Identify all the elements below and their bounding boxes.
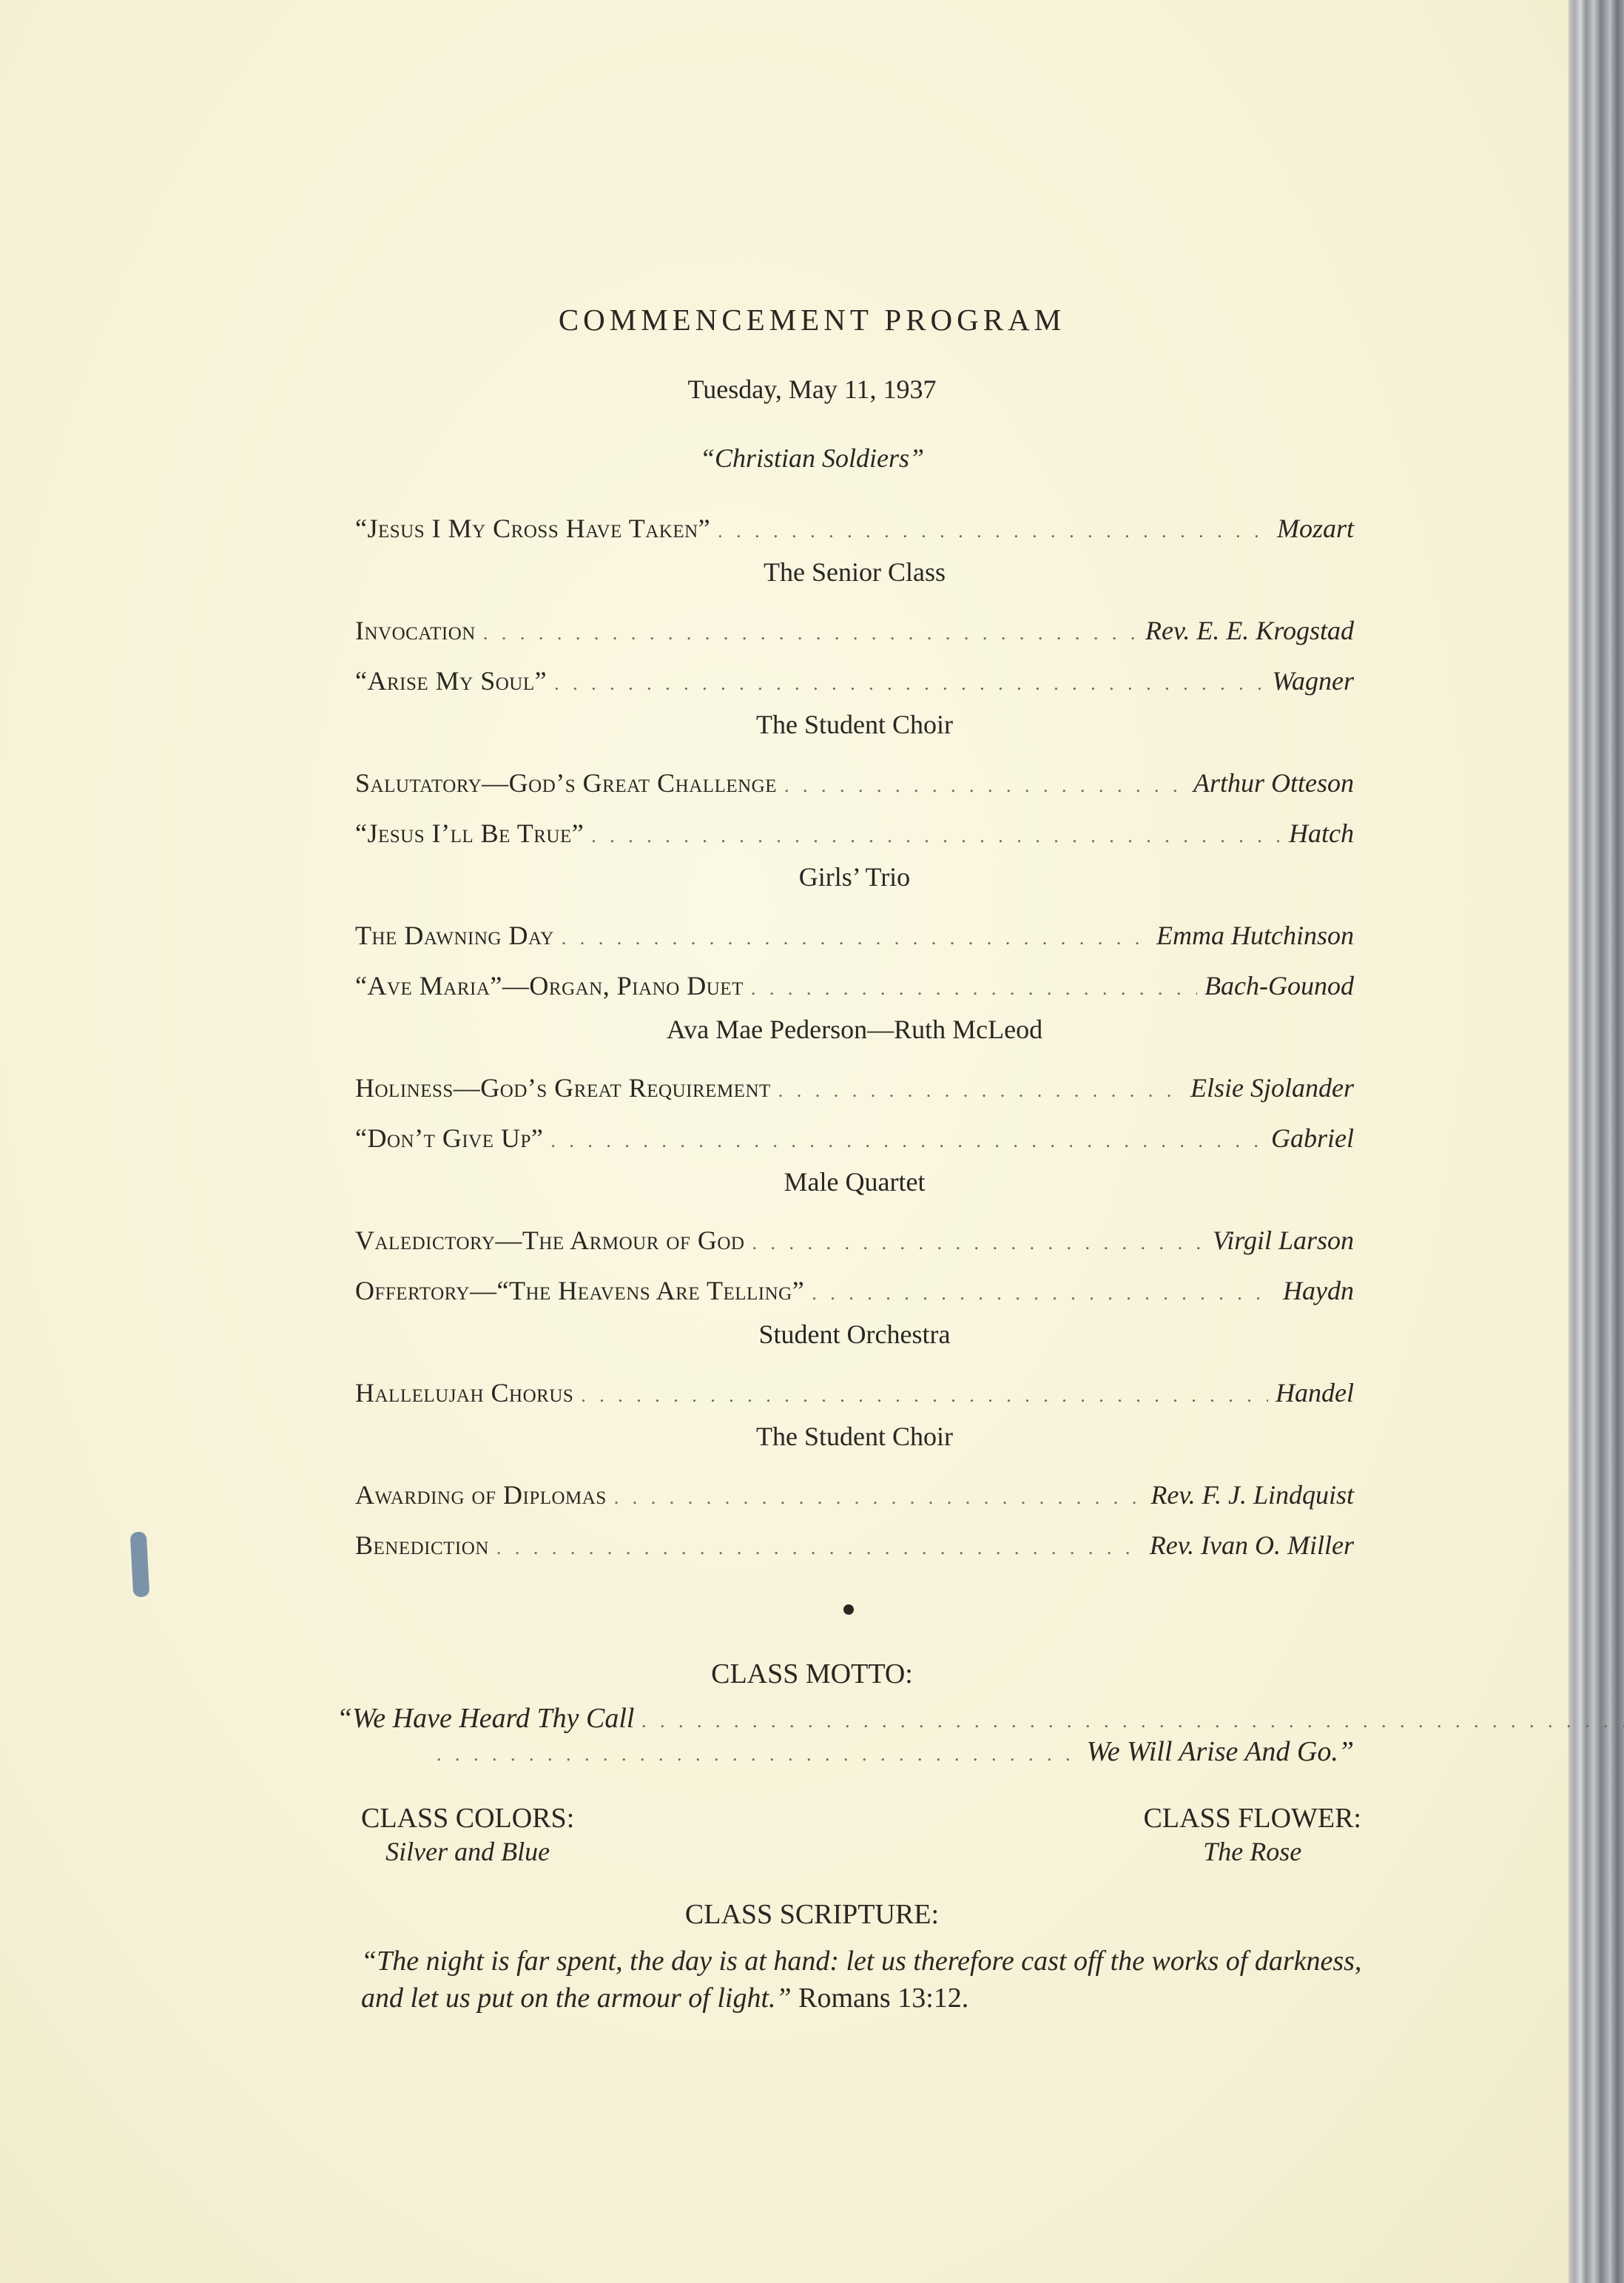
- blue-mark: [130, 1531, 150, 1597]
- program-subtitle: The Student Choir: [756, 1422, 953, 1451]
- program-performer: Emma Hutchinson: [1156, 921, 1354, 950]
- colors-heading: CLASS COLORS:: [361, 1803, 575, 1834]
- program-subtitle: Student Orchestra: [758, 1319, 951, 1349]
- dot-leader: [812, 1268, 1276, 1319]
- dot-leader: [614, 1473, 1144, 1523]
- program-date: Tuesday, May 11, 1937: [687, 374, 937, 404]
- program-performer: Wagner: [1272, 666, 1354, 696]
- dot-leader: [752, 1218, 1205, 1268]
- scripture-quote: “The night is far spent, the day is at hand: let us therefore cast off the works of darkness, and let us put on the armour of light.”: [361, 1946, 1362, 2014]
- dot-leader: [554, 659, 1264, 709]
- program-row: [355, 503, 1354, 554]
- binding-edge: [1569, 0, 1624, 2283]
- program-performer: Bach-Gounod: [1204, 971, 1354, 1001]
- flower-heading: CLASS FLOWER:: [1143, 1803, 1361, 1834]
- program-subtitle: The Student Choir: [756, 710, 953, 739]
- program-performer: Hatch: [1289, 818, 1354, 848]
- opening-hymn: “Christian Soldiers”: [699, 443, 925, 473]
- motto-heading: CLASS MOTTO:: [711, 1658, 913, 1689]
- program-row: [355, 1215, 1354, 1265]
- program-performer: Handel: [1276, 1378, 1354, 1408]
- program-row: [355, 808, 1354, 858]
- motto-text-2: We Will Arise And Go.”: [1086, 1736, 1354, 1767]
- program-row: [355, 1113, 1354, 1163]
- program-item: “Jesus I My Cross Have Taken”: [355, 514, 711, 543]
- program-item: Invocation: [355, 616, 476, 645]
- program-row: [355, 758, 1354, 808]
- program-row: [355, 961, 1354, 1011]
- program-item: Valedictory—The Armour of God: [355, 1225, 745, 1255]
- program-subtitle: Ava Mae Pederson—Ruth McLeod: [666, 1015, 1043, 1044]
- scripture-text: [361, 1943, 1367, 2017]
- program-subtitle: The Senior Class: [764, 557, 946, 587]
- page-title: COMMENCEMENT PROGRAM: [558, 303, 1066, 337]
- dot-leader: [562, 913, 1149, 964]
- motto-line-1: [337, 1702, 1624, 1735]
- program-row: [355, 605, 1354, 656]
- program-item: The Dawning Day: [355, 921, 554, 950]
- dot-leader: [581, 1371, 1268, 1421]
- program-item: Offertory—“The Heavens Are Telling”: [355, 1276, 805, 1305]
- dot-leader: [483, 608, 1138, 659]
- program-item: “Jesus I’ll Be True”: [355, 818, 584, 848]
- program-item: Benediction: [355, 1530, 489, 1560]
- dot-leader: [591, 811, 1281, 861]
- program-row: [355, 1063, 1354, 1113]
- dot-leader: [751, 964, 1197, 1014]
- program-performer: Rev. E. E. Krogstad: [1145, 616, 1354, 645]
- section-bullet: [843, 1604, 854, 1615]
- program-row: [355, 1470, 1354, 1520]
- dot-leader: [550, 1116, 1264, 1166]
- program-item: “Don’t Give Up”: [355, 1123, 544, 1153]
- class-colors: [361, 1802, 574, 1867]
- program-row: [355, 1520, 1354, 1570]
- flower-value: The Rose: [1203, 1837, 1302, 1866]
- program-row: [355, 656, 1354, 706]
- scripture-reference: Romans 13:12.: [798, 1983, 969, 2014]
- motto-text-1: “We Have Heard Thy Call: [337, 1703, 635, 1734]
- class-flower: [1143, 1802, 1361, 1867]
- dot-leader: [496, 1523, 1142, 1573]
- program-performer: Rev. Ivan O. Miller: [1149, 1530, 1354, 1560]
- motto-line-2: [437, 1735, 1354, 1768]
- dot-leader: [718, 506, 1270, 557]
- program-item: Hallelujah Chorus: [355, 1378, 574, 1408]
- program-performer: Gabriel: [1271, 1123, 1354, 1153]
- dot-leader: [437, 1744, 1077, 1766]
- dot-leader: [778, 1066, 1183, 1116]
- program-item: “Ave Maria”—Organ, Piano Duet: [355, 971, 744, 1001]
- program-performer: Elsie Sjolander: [1190, 1073, 1354, 1103]
- colors-value: Silver and Blue: [385, 1837, 550, 1866]
- program-item: Awarding of Diplomas: [355, 1480, 607, 1510]
- program-performer: Haydn: [1283, 1276, 1354, 1305]
- program-subtitle: Male Quartet: [784, 1167, 926, 1197]
- scripture-heading: CLASS SCRIPTURE:: [684, 1899, 940, 1930]
- program-row: [355, 1368, 1354, 1418]
- dot-leader: [641, 1710, 1624, 1732]
- program-performer: Virgil Larson: [1212, 1225, 1354, 1255]
- program-item: “Arise My Soul”: [355, 666, 547, 696]
- program-row: [355, 910, 1354, 961]
- program-row: [355, 1265, 1354, 1316]
- program-subtitle: Girls’ Trio: [798, 862, 911, 892]
- program-item: Holiness—God’s Great Requirement: [355, 1073, 771, 1103]
- program-performer: Mozart: [1276, 514, 1354, 543]
- program-item: Salutatory—God’s Great Challenge: [355, 768, 777, 798]
- program-performer: Arthur Otteson: [1193, 768, 1354, 798]
- program-list: [355, 503, 1354, 1570]
- program-performer: Rev. F. J. Lindquist: [1150, 1480, 1354, 1510]
- dot-leader: [784, 761, 1186, 811]
